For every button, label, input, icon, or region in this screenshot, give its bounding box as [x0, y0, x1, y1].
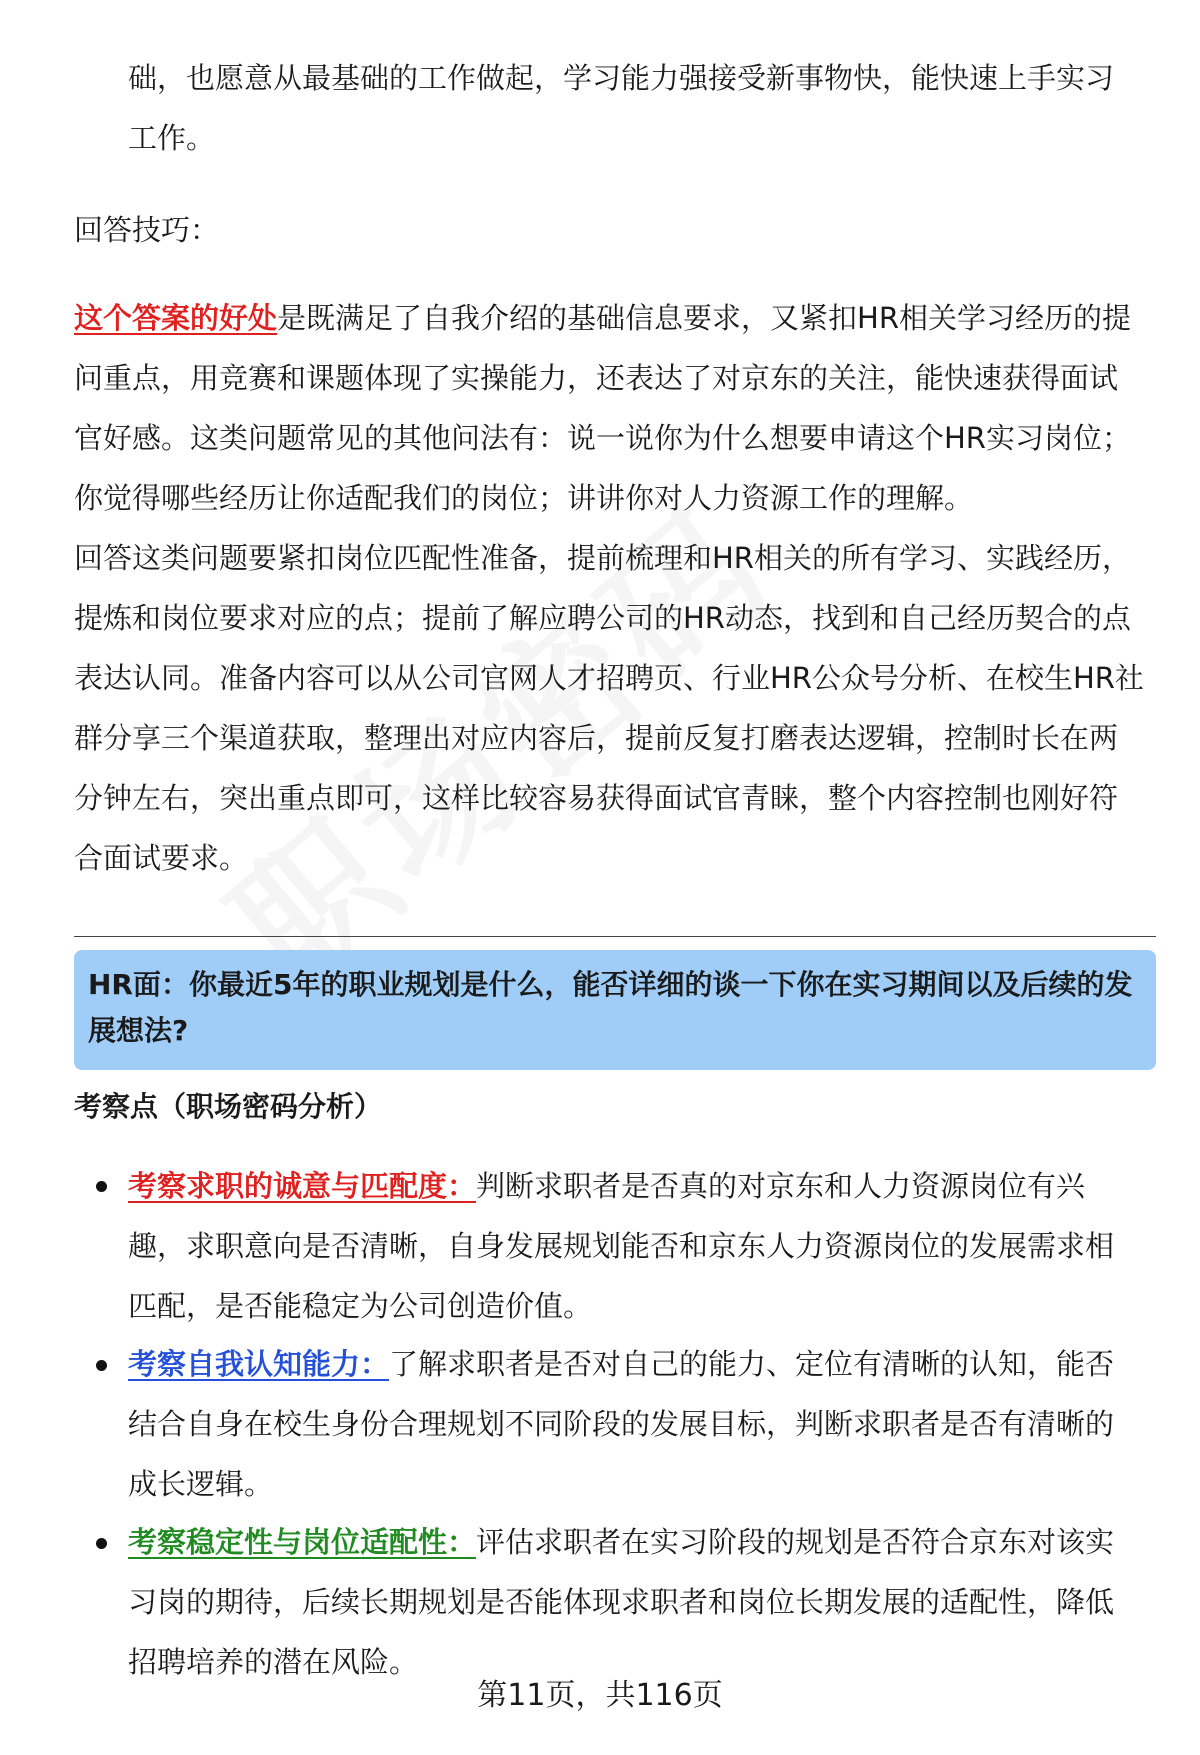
tips-highlight: 这个答案的好处 — [74, 301, 278, 335]
page-footer: 第11页，共116页 — [477, 1678, 723, 1713]
section-title: 考察点（职场密码分析） — [74, 1090, 383, 1123]
bullet-label: 考察自我认知能力： — [128, 1347, 390, 1381]
bullet-dot — [96, 1360, 107, 1371]
tips-paragraph-1-text: 是既满足了自我介绍的基础信息要求，又紧扣HR相关学习经历的提问重点，用竞赛和课题体现了实操能力，还表达了对京东的关注，能快速获得面试官好感。这类问题常见的其他问法有：说一说你为什么想要申请这个HR实习岗位；你觉得哪些经历让你适配我们的岗位；讲讲你对人力资源工作的理解。 — [74, 301, 1131, 515]
bullet-item — [128, 1156, 1138, 1336]
question-text: HR面：你最近5年的职业规划是什么，能否详细的谈一下你在实习期间以及后续的发展想法? — [88, 968, 1133, 1047]
tips-paragraph-2: 回答这类问题要紧扣岗位匹配性准备，提前梳理和HR相关的所有学习、实践经历，提炼和岗位要求对应的点；提前了解应聘公司的HR动态，找到和自己经历契合的点表达认同。准备内容可以从公司官网人才招聘页、行业HR公众号分析、在校生HR社群分享三个渠道获取，整理出对应内容后，提前反复打磨表达逻辑，控制时长在两分钟左右，突出重点即可，这样比较容易获得面试官青睐，整个内容控制也刚好符合面试要求。 — [74, 541, 1144, 875]
bullet-dot — [96, 1181, 107, 1192]
bullet-label: 考察求职的诚意与匹配度： — [128, 1169, 477, 1203]
bullet-text: 评估求职者在实习阶段的规划是否符合京东对该实习岗的期待，后续长期规划是否能体现求职者和岗位长期发展的适配性，降低招聘培养的潜在风险。 — [128, 1525, 1115, 1679]
question-box — [74, 950, 1156, 1070]
section-divider — [74, 936, 1156, 937]
tips-label: 回答技巧： — [74, 213, 220, 247]
bullet-text: 了解求职者是否对自己的能力、定位有清晰的认知，能否结合自身在校生身份合理规划不同阶段的发展目标，判断求职者是否有清晰的成长逻辑。 — [128, 1347, 1115, 1501]
bullet-text: 判断求职者是否真的对京东和人力资源岗位有兴趣，求职意向是否清晰，自身发展规划能否和京东人力资源岗位的发展需求相匹配，是否能稳定为公司创造价值。 — [128, 1169, 1115, 1323]
bullet-item — [128, 1512, 1138, 1692]
bullet-dot — [96, 1538, 107, 1549]
tips-paragraph-1 — [74, 288, 1146, 528]
bullet-label: 考察稳定性与岗位适配性： — [128, 1525, 477, 1559]
intro-continuation: 础，也愿意从最基础的工作做起，学习能力强接受新事物快，能快速上手实习工作。 — [128, 61, 1115, 155]
bullet-item — [128, 1334, 1138, 1514]
